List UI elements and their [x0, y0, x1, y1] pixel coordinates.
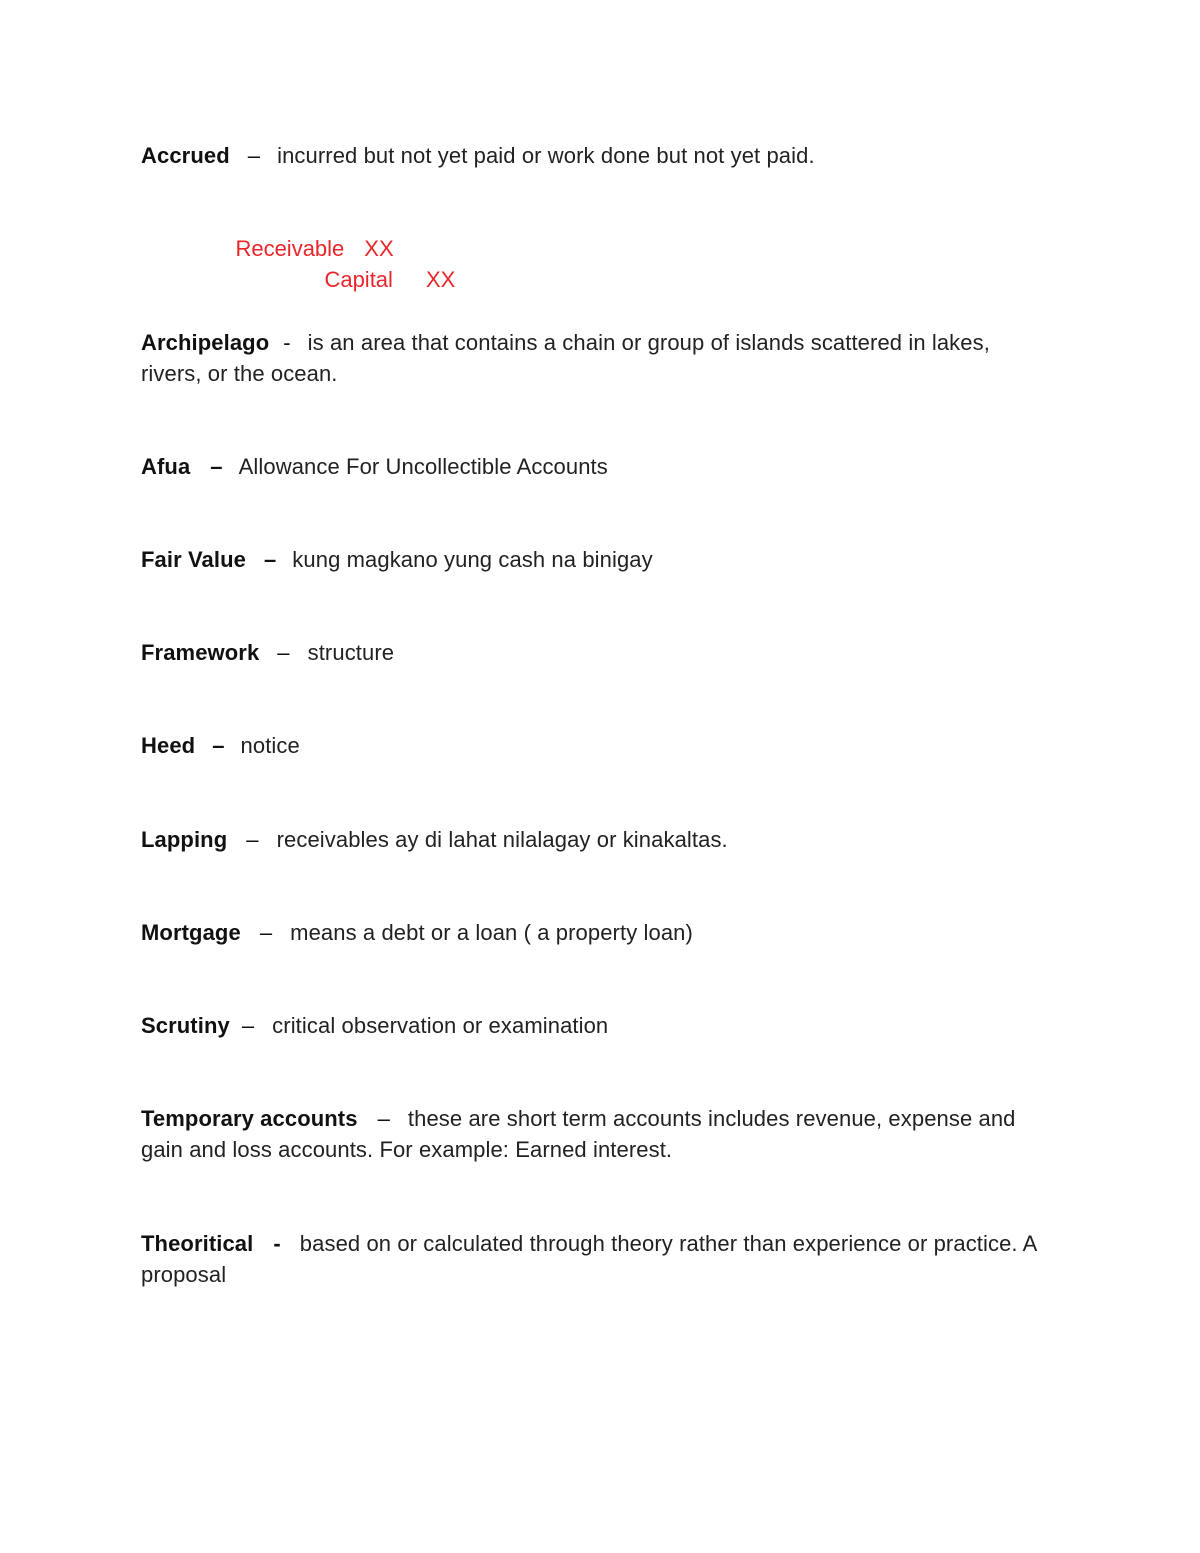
term: Framework	[141, 640, 260, 665]
glossary-entry-scrutiny	[141, 1010, 1051, 1041]
term: Archipelago	[141, 330, 270, 355]
credit-amount: XX	[425, 267, 456, 292]
definition: means a debt or a loan ( a property loan)	[290, 920, 693, 945]
definition: receivables ay di lahat nilalagay or kinakaltas.	[276, 827, 728, 852]
debit-amount: XX	[364, 236, 394, 261]
separator-dash: -	[283, 330, 291, 355]
separator-dash: –	[259, 920, 273, 945]
separator-dash: -	[273, 1231, 281, 1256]
term: Theoritical	[141, 1231, 254, 1256]
separator-dash: –	[247, 143, 261, 168]
term: Accrued	[141, 143, 230, 168]
glossary-entry-framework	[141, 637, 1051, 668]
glossary-entry-archipelago	[141, 327, 1051, 389]
separator-dash: –	[210, 454, 223, 479]
glossary-entry-lapping	[141, 824, 1051, 855]
glossary-entry-theoritical	[141, 1228, 1051, 1290]
separator-dash: –	[263, 547, 277, 572]
term: Temporary accounts	[141, 1106, 358, 1131]
separator-dash: –	[241, 1013, 255, 1038]
credit-account: Capital	[324, 267, 393, 292]
definition: notice	[240, 733, 300, 758]
journal-credit-line	[300, 233, 455, 326]
definition: kung magkano yung cash na binigay	[292, 547, 653, 572]
separator-dash: –	[212, 733, 225, 758]
term: Fair Value	[141, 547, 246, 572]
glossary-entry-heed	[141, 730, 1051, 761]
term: Heed	[141, 733, 196, 758]
definition: structure	[307, 640, 395, 665]
definition: Allowance For Uncollectible Accounts	[238, 454, 608, 479]
definition: is an area that contains a chain or group of islands scattered in lakes, rivers, or the ocean.	[141, 330, 990, 386]
term: Lapping	[141, 827, 228, 852]
definition: based on or calculated through theory rather than experience or practice. A proposal	[141, 1231, 1037, 1287]
glossary-entry-accrued	[141, 140, 1051, 171]
glossary-entry-afua	[141, 451, 1051, 482]
debit-account: Receivable	[235, 236, 345, 261]
term: Mortgage	[141, 920, 241, 945]
definition: incurred but not yet paid or work done but not yet paid.	[277, 143, 815, 168]
separator-dash: –	[277, 640, 290, 665]
term: Scrutiny	[141, 1013, 230, 1038]
glossary-entry-mortgage	[141, 917, 1051, 948]
term: Afua	[141, 454, 191, 479]
glossary-entry-fair-value	[141, 544, 1051, 575]
separator-dash: –	[246, 827, 259, 852]
definition: these are short term accounts includes revenue, expense and gain and loss accounts. For example: Earned interest.	[141, 1106, 1016, 1162]
definition: critical observation or examination	[272, 1013, 609, 1038]
glossary-entry-temporary-accounts	[141, 1103, 1051, 1165]
separator-dash: –	[377, 1106, 390, 1131]
